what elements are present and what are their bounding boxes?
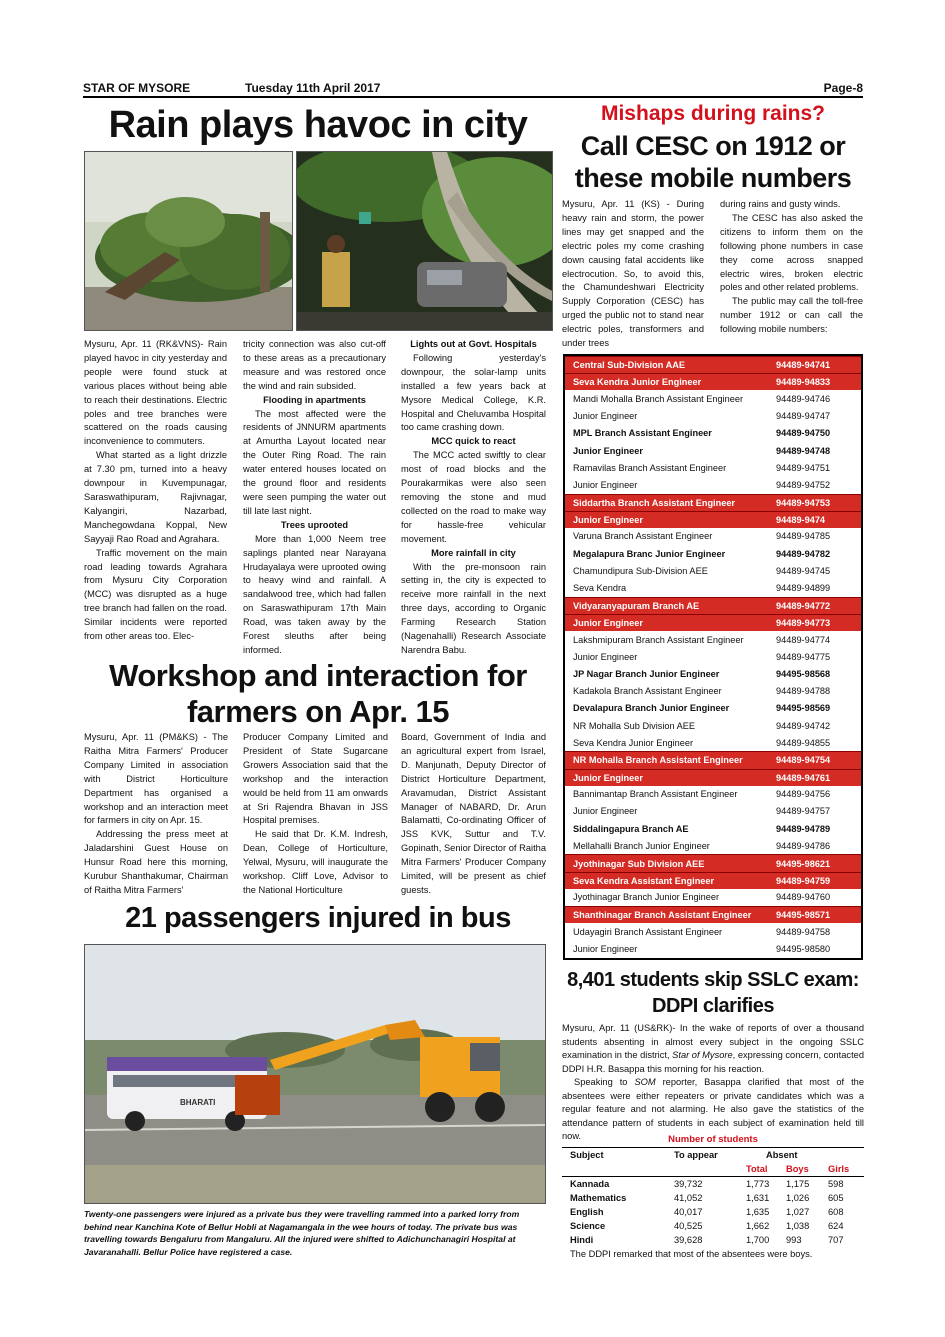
rain-subhead: Flooding in apartments bbox=[263, 394, 366, 405]
workshop-headline: Workshop and interaction for farmers on Apr. 15 bbox=[109, 658, 527, 729]
sslc-value-cell: 1,038 bbox=[786, 1221, 810, 1231]
sslc-subject-row bbox=[562, 1205, 864, 1219]
cesc-office-name: Mandi Mohalla Branch Assistant Engineer bbox=[573, 393, 744, 404]
sslc-text: reporter, Basappa clarified that most of the absentees were either repeaters or private candidates which was a regular feature and not alarming. He also gave the statistics of the attendance pattern of students in each subject of examination held till now. bbox=[562, 1077, 864, 1141]
fallen-tree-photo bbox=[84, 151, 293, 331]
cesc-phone-number: 94489-94742 bbox=[776, 720, 831, 731]
cesc-office-name: Chamundipura Sub-Division AEE bbox=[573, 565, 708, 576]
sslc-subject-row bbox=[562, 1219, 864, 1233]
cesc-phone-number: 94495-98571 bbox=[776, 910, 831, 921]
sslc-text: Mysuru, Apr. 11 (US&RK)- In the wake of reports of over a thousand students absenting in almost every subject in the ongoing SSLC examination in the district, bbox=[562, 1023, 864, 1060]
rain-subhead: More rainfall in city bbox=[431, 547, 516, 558]
cesc-phone-row bbox=[565, 683, 861, 700]
sslc-text: Speaking to bbox=[574, 1077, 635, 1087]
cesc-phone-number: 94489-94750 bbox=[776, 428, 831, 439]
workshop-column-2 bbox=[243, 731, 388, 898]
sslc-value-cell: 1,635 bbox=[746, 1207, 770, 1217]
col-header-girls: Girls bbox=[828, 1164, 850, 1174]
cesc-phone-row bbox=[565, 373, 861, 390]
sslc-value-cell: 605 bbox=[828, 1193, 844, 1203]
rain-subhead: Trees uprooted bbox=[280, 519, 349, 530]
sslc-footer-note: The DDPI remarked that most of the absentees were boys. bbox=[570, 1249, 813, 1259]
rain-column-3 bbox=[401, 338, 546, 658]
cesc-phone-row bbox=[565, 579, 861, 596]
cesc-phone-row bbox=[565, 700, 861, 717]
cesc-office-name: Junior Engineer bbox=[573, 651, 638, 662]
workshop-paragraph: Mysuru, Apr. 11 (PM&KS) - The Raitha Mitra Farmers' Producer Company Limited in association with District Horticulture Department has organised a workshop and an interaction meet for farmers in city on Apr. 15. bbox=[84, 732, 228, 826]
cesc-phone-row bbox=[565, 717, 861, 734]
cesc-phone-number: 94489-94741 bbox=[776, 360, 831, 371]
rain-paragraph: With the pre-monsoon rain setting in, the city is expected to receive more rainfall in the next three days, according to Organic Farming Research Station (Nagenahalli) Research Associate Narendra Babu. bbox=[401, 561, 546, 655]
cesc-office-name: Varuna Branch Assistant Engineer bbox=[573, 531, 713, 542]
cesc-phone-number: 94489-94746 bbox=[776, 393, 831, 404]
cesc-office-name: Udayagiri Branch Assistant Engineer bbox=[573, 926, 723, 937]
cesc-phone-number: 94489-94753 bbox=[776, 497, 831, 508]
cesc-phone-number: 94489-94761 bbox=[776, 772, 831, 783]
sslc-subject-row bbox=[562, 1233, 864, 1247]
cesc-phone-number: 94489-94751 bbox=[776, 462, 831, 473]
cesc-phone-row bbox=[565, 734, 861, 751]
rain-column-2 bbox=[243, 338, 386, 658]
cesc-phone-row bbox=[565, 923, 861, 940]
cesc-phone-row bbox=[565, 854, 861, 871]
cesc-phone-row bbox=[565, 803, 861, 820]
cesc-office-name: Ramavilas Branch Assistant Engineer bbox=[573, 462, 727, 473]
cesc-phone-number: 94489-94833 bbox=[776, 377, 831, 388]
cesc-phone-row bbox=[565, 597, 861, 614]
cesc-office-name: Kadakola Branch Assistant Engineer bbox=[573, 686, 722, 697]
sslc-value-cell: 1,175 bbox=[786, 1179, 810, 1189]
cesc-kicker: Mishaps during rains? bbox=[600, 102, 826, 125]
sslc-value-cell: 39,732 bbox=[674, 1179, 703, 1189]
sslc-subject-cell: English bbox=[570, 1207, 604, 1217]
rain-subhead: MCC quick to react bbox=[431, 436, 516, 447]
cesc-phone-row bbox=[565, 631, 861, 648]
rain-subhead: Lights out at Govt. Hospitals bbox=[410, 339, 537, 349]
cesc-phone-row bbox=[565, 665, 861, 682]
cesc-phone-number: 94489-94773 bbox=[776, 617, 831, 628]
cesc-office-name: Siddartha Branch Assistant Engineer bbox=[573, 497, 736, 508]
sslc-stats-table bbox=[562, 1134, 864, 1259]
cesc-phone-number: 94489-94788 bbox=[776, 686, 831, 697]
cesc-office-name: Junior Engineer bbox=[573, 806, 638, 817]
cesc-office-name: Junior Engineer bbox=[573, 617, 643, 628]
cesc-phone-row bbox=[565, 820, 861, 837]
cesc-office-name: Mellahalli Branch Junior Engineer bbox=[573, 840, 710, 851]
sslc-value-cell: 1,631 bbox=[746, 1193, 770, 1203]
cesc-phone-number: 94489-94774 bbox=[776, 634, 831, 645]
cesc-headline: Call CESC on 1912 or these mobile numbers bbox=[574, 131, 852, 193]
cesc-phone-number: 94489-9474 bbox=[776, 514, 826, 525]
cesc-phone-row bbox=[565, 545, 861, 562]
cesc-office-name: Lakshmipuram Branch Assistant Engineer bbox=[573, 634, 744, 645]
bus-livery-text: BHARATI bbox=[180, 1098, 216, 1107]
cesc-phone-number: 94489-94772 bbox=[776, 600, 831, 611]
cesc-phone-row bbox=[565, 459, 861, 476]
cesc-office-name: Seva Kendra Junior Engineer bbox=[573, 377, 702, 388]
cesc-phone-row bbox=[565, 562, 861, 579]
cesc-phone-row bbox=[565, 769, 861, 786]
cesc-phone-number: 94489-94745 bbox=[776, 565, 831, 576]
cesc-phone-row bbox=[565, 889, 861, 906]
cesc-paragraph: Mysuru, Apr. 11 (KS) - During heavy rain and storm, the power lines may get snapped and the electric poles my come crashing down causing fatal accidents like electrocution. So, to avoid this, the Chamundeshwari Electricity Supply Corporation (CESC) has urged the public not to stand near electric poles, transformers and under trees bbox=[562, 199, 704, 349]
sslc-rows bbox=[562, 1177, 864, 1247]
sslc-value-cell: 41,052 bbox=[674, 1193, 703, 1203]
cesc-phone-row bbox=[565, 614, 861, 631]
cesc-office-name: Megalapura Branc Junior Engineer bbox=[573, 548, 726, 559]
sslc-subject-row bbox=[562, 1177, 864, 1191]
sslc-value-cell: 1,662 bbox=[746, 1221, 770, 1231]
sslc-subject-cell: Mathematics bbox=[570, 1193, 627, 1203]
sslc-value-cell: 40,525 bbox=[674, 1221, 703, 1231]
cesc-phone-number: 94489-94758 bbox=[776, 926, 831, 937]
cesc-office-name: Junior Engineer bbox=[573, 514, 643, 525]
cesc-phone-number: 94489-94757 bbox=[776, 806, 831, 817]
sslc-paragraph bbox=[562, 1022, 864, 1076]
sslc-subject-row bbox=[562, 1191, 864, 1205]
issue-date: Tuesday 11th April 2017 bbox=[245, 81, 381, 95]
col-header-absent: Absent bbox=[766, 1150, 798, 1160]
sslc-value-cell: 39,628 bbox=[674, 1235, 703, 1245]
cesc-phone-row bbox=[565, 494, 861, 511]
cesc-phone-number: 94489-94782 bbox=[776, 548, 831, 559]
cesc-phone-number: 94489-94752 bbox=[776, 479, 831, 490]
cesc-phone-row bbox=[565, 837, 861, 854]
cesc-office-name: Seva Kendra Assistant Engineer bbox=[573, 875, 715, 886]
cesc-office-name: Central Sub-Division AAE bbox=[573, 360, 685, 371]
sslc-value-cell: 1,027 bbox=[786, 1207, 810, 1217]
cesc-office-name: Junior Engineer bbox=[573, 772, 643, 783]
tree-cutting-photo bbox=[296, 151, 553, 331]
cesc-office-name: JP Nagar Branch Junior Engineer bbox=[573, 668, 720, 679]
sslc-value-cell: 598 bbox=[828, 1179, 844, 1189]
cesc-office-name: Seva Kendra Junior Engineer bbox=[573, 737, 694, 748]
cesc-phone-row bbox=[565, 751, 861, 768]
cesc-office-name: Junior Engineer bbox=[573, 943, 638, 954]
cesc-office-name: Seva Kendra bbox=[573, 583, 627, 594]
cesc-office-name: Bannimantap Branch Assistant Engineer bbox=[573, 789, 738, 800]
cesc-office-name: Junior Engineer bbox=[573, 479, 638, 490]
cesc-phone-number: 94489-94789 bbox=[776, 823, 831, 834]
cesc-paragraph: The CESC has also asked the citizens to inform them on the following phone numbers in case they come across snapped electric wires, broken electric poles and other related problems. bbox=[720, 212, 863, 293]
sslc-value-cell: 707 bbox=[828, 1235, 844, 1245]
cesc-phone-number: 94489-94899 bbox=[776, 583, 831, 594]
cesc-phone-number: 94489-94785 bbox=[776, 531, 831, 542]
sslc-value-cell: 624 bbox=[828, 1221, 844, 1231]
cesc-column-2 bbox=[720, 198, 863, 337]
cesc-paragraph: The public may call the toll-free number 1912 or can call the following mobile numbers: bbox=[720, 296, 863, 335]
cesc-phone-number: 94495-98580 bbox=[776, 943, 831, 954]
cesc-phone-row bbox=[565, 390, 861, 407]
cesc-phone-number: 94489-94756 bbox=[776, 789, 831, 800]
cesc-phone-row bbox=[565, 786, 861, 803]
masthead bbox=[83, 80, 863, 98]
sslc-value-cell: 1,700 bbox=[746, 1235, 770, 1245]
cesc-office-name: Shanthinagar Branch Assistant Engineer bbox=[573, 910, 752, 921]
cesc-phone-number: 94489-94855 bbox=[776, 737, 831, 748]
workshop-paragraph: Producer Company Limited and President of State Sugarcane Growers Association said that the workshop and the interaction would be held from 11 am onwards at Sri Rajendra Bhavan in JSS Hospital premises. bbox=[243, 732, 388, 826]
cesc-phone-row bbox=[565, 648, 861, 665]
cesc-phone-number: 94489-94747 bbox=[776, 411, 831, 422]
sslc-text-em: Star of Mysore bbox=[672, 1050, 733, 1060]
sslc-value-cell: 993 bbox=[786, 1235, 802, 1245]
sslc-subject-cell: Hindi bbox=[570, 1235, 594, 1245]
sslc-text-em: SOM bbox=[634, 1077, 656, 1087]
cesc-phone-number: 94489-94775 bbox=[776, 651, 831, 662]
sslc-subject-cell: Science bbox=[570, 1221, 606, 1231]
col-header-to-appear: To appear bbox=[674, 1150, 718, 1160]
cesc-office-name: Jyothinagar Branch Junior Engineer bbox=[573, 892, 720, 903]
cesc-phone-number: 94489-94754 bbox=[776, 755, 831, 766]
bus-headline: 21 passengers injured in bus bbox=[125, 902, 511, 934]
sslc-value-cell: 1,773 bbox=[746, 1179, 770, 1189]
rain-paragraph: The MCC acted swiftly to clear most of road blocks and the Pourakarmikas were also seen removing the stone and mud collected on the road to make way for hassle-free vehicular movement. bbox=[401, 450, 546, 544]
sslc-value-cell: 608 bbox=[828, 1207, 844, 1217]
rain-paragraph: Mysuru, Apr. 11 (RK&VNS)- Rain played havoc in city yesterday and people were found stuck at various places without being able to reach their destinations. Electric poles and tree branches were scattered on the roads causing inconvenience to commuters. bbox=[84, 339, 227, 447]
workshop-paragraph: He said that Dr. K.M. Indresh, Dean, College of Horticulture, Yelwal, Mysuru, will inaugurate the workshop. Cliff Love, Advisor to the National Horticulture bbox=[243, 829, 388, 895]
cesc-phone-number: 94489-94786 bbox=[776, 840, 831, 851]
cesc-phone-row bbox=[565, 940, 861, 957]
rain-paragraph: More than 1,000 Neem tree saplings planted near Narayana Hrudayalaya were uprooted owing to heavy wind and rainfall. A sandalwood tree, which had fallen on Saraswathipuram 17th Main Road, was taken away by the Forest sleuths after being informed. bbox=[243, 533, 386, 655]
sslc-body bbox=[562, 1022, 864, 1144]
cesc-phone-row bbox=[565, 476, 861, 493]
cesc-phone-number: 94495-98569 bbox=[776, 703, 831, 714]
cesc-phone-row bbox=[565, 442, 861, 459]
cesc-office-name: Jyothinagar Sub Division AEE bbox=[573, 858, 705, 869]
cesc-phone-number: 94495-98568 bbox=[776, 668, 831, 679]
sslc-headline: 8,401 students skip SSLC exam: DDPI clarifies bbox=[567, 969, 859, 1017]
cesc-office-name: Junior Engineer bbox=[573, 445, 643, 456]
cesc-phone-number: 94489-94759 bbox=[776, 875, 831, 886]
cesc-office-name: MPL Branch Assistant Engineer bbox=[573, 428, 712, 439]
cesc-phone-number: 94489-94748 bbox=[776, 445, 831, 456]
col-header-boys: Boys bbox=[786, 1164, 809, 1174]
rain-paragraph: The most affected were the residents of JNNURM apartments at Amurtha Layout located near the Outer Ring Road. The rain water entered houses located on the ground floor and residents were seen pumping the water out till late last night. bbox=[243, 408, 386, 516]
rain-paragraph: tricity connection was also cut-off to these areas as a precautionary measure and was restored once the wind and rain subsided. bbox=[243, 339, 386, 391]
paper-name: STAR OF MYSORE bbox=[83, 81, 191, 95]
cesc-office-name: Vidyaranyapuram Branch AE bbox=[573, 600, 700, 611]
rain-headline: Rain plays havoc in city bbox=[108, 104, 528, 146]
page-number: Page-8 bbox=[823, 81, 863, 95]
workshop-paragraph: Board, Government of India and an agricultural expert from Israel, D. Manjunath, Deputy Director of District Horticulture Department, Aravamudan, District Assistant Manager of NABARD, Dr. Arun Balamatti, Co-ordinating Officer of JSS KVK, Suttur and T.V. Gopinath, Senior Director of Raitha Mitra Farmers' Producer Company Limited, will be present as chief guests. bbox=[401, 732, 546, 895]
cesc-phone-row bbox=[565, 511, 861, 528]
sslc-value-cell: 40,017 bbox=[674, 1207, 703, 1217]
workshop-column-3 bbox=[401, 731, 546, 898]
bus-mishap-photo bbox=[84, 944, 546, 1204]
sslc-value-cell: 1,026 bbox=[786, 1193, 810, 1203]
cesc-paragraph: during rains and gusty winds. bbox=[720, 199, 841, 209]
cesc-phone-table bbox=[563, 354, 863, 960]
cesc-phone-row bbox=[565, 528, 861, 545]
cesc-phone-row bbox=[565, 906, 861, 923]
col-header-subject: Subject bbox=[570, 1150, 604, 1160]
sslc-table-title: Number of students bbox=[668, 1134, 758, 1145]
cesc-phone-number: 94495-98621 bbox=[776, 858, 831, 869]
workshop-column-1 bbox=[84, 731, 228, 898]
cesc-office-name: NR Mohalla Sub Division AEE bbox=[573, 720, 696, 731]
rain-paragraph: Traffic movement on the main road leading towards Agrahara from Mysuru City Corporation (MCC) was disrupted as a huge tree branch had fallen on the road. Similar incidents were reported from other areas too. Elec- bbox=[84, 547, 227, 642]
cesc-phone-number: 94489-94760 bbox=[776, 892, 831, 903]
sslc-subject-cell: Kannada bbox=[570, 1179, 610, 1189]
cesc-office-name: Siddalingapura Branch AE bbox=[573, 823, 689, 834]
cesc-phone-row bbox=[565, 425, 861, 442]
cesc-phone-row bbox=[565, 408, 861, 425]
rain-paragraph: Following yesterday's downpour, the solar-lamp units installed a few years back at Mysore Medical College, K.R. Hospital and Cheluvamba Hospital too came crashing down. bbox=[401, 352, 546, 433]
col-header-total: Total bbox=[746, 1164, 768, 1174]
cesc-office-name: NR Mohalla Branch Assistant Engineer bbox=[573, 755, 743, 766]
workshop-paragraph: Addressing the press meet at Jaladarshini Guest House on Hunsur Road here this morning, Kurubur Shanthakumar, Chairman of Raitha Mitra Farmers' bbox=[84, 829, 228, 895]
cesc-phone-row bbox=[565, 872, 861, 889]
cesc-office-name: Junior Engineer bbox=[573, 411, 638, 422]
cesc-office-name: Devalapura Branch Junior Engineer bbox=[573, 703, 730, 714]
sslc-text: , expressing concern, contacted DDPI H.R. Basappa this morning for his reaction. bbox=[562, 1050, 864, 1074]
bus-photo-caption: Twenty-one passengers were injured as a private bus they were travelling rammed into a parked lorry from behind near Kanchina Kote of Bellur Hobli at Nagamangala in the wee hours of today. The private bus was travelling towards Bengaluru from Mangaluru. All the injured were shifted to Adichunchanagiri Hospital at Javaranahalli. Bellur Police have registered a case. bbox=[84, 1209, 520, 1257]
cesc-column-1 bbox=[562, 198, 704, 351]
rain-column-1 bbox=[84, 338, 227, 644]
rain-paragraph: What started as a light drizzle at 7.30 pm, turned into a heavy downpour in Kuvempunagar, Saraswathipuram, Rajivnagar, Kalyangiri, Nazarbad, Manchegowdana Koppal, New Sayyaji Rao Road and Agrahara. bbox=[84, 450, 227, 544]
cesc-phone-row bbox=[565, 356, 861, 373]
